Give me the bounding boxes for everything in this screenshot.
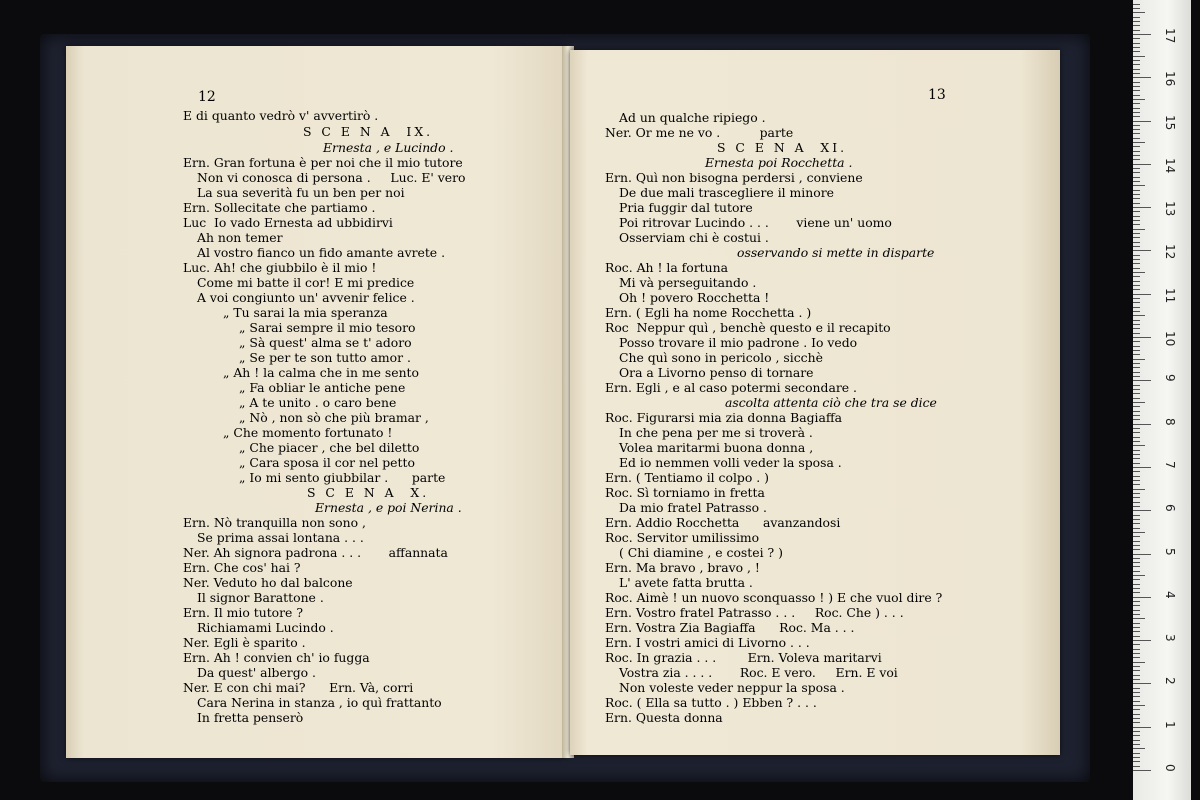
ruler-tick bbox=[1133, 51, 1140, 52]
text-line: Ner. Egli è sparito . bbox=[183, 635, 306, 650]
text-line: Ern. Che cos' hai ? bbox=[183, 560, 301, 575]
ruler-tick bbox=[1133, 411, 1140, 412]
text-line: Non voleste veder neppur la sposa . bbox=[619, 680, 845, 695]
ruler-tick bbox=[1133, 181, 1140, 182]
ruler-tick bbox=[1133, 554, 1151, 555]
text-line: Ner. Ah signora padrona . . . affannata bbox=[183, 545, 448, 560]
ruler-tick bbox=[1133, 177, 1140, 178]
text-line: Mi và perseguitando . bbox=[619, 275, 757, 290]
text-line: Poi ritrovar Lucindo . . . viene un' uomo bbox=[619, 215, 892, 230]
ruler-number: 10 bbox=[1163, 331, 1177, 347]
ruler-tick bbox=[1133, 727, 1151, 728]
ruler-number: 4 bbox=[1163, 590, 1177, 599]
ruler-tick bbox=[1133, 350, 1140, 351]
ruler-tick bbox=[1133, 402, 1145, 403]
text-line: Ern. Addio Rocchetta avanzandosi bbox=[605, 515, 841, 530]
text-line: „ Sà quest' alma se t' adoro bbox=[239, 335, 412, 350]
text-line: Ed io nemmen volli veder la sposa . bbox=[619, 455, 842, 470]
text-line: „ A te unito . o caro bene bbox=[239, 395, 397, 410]
ruler-tick bbox=[1133, 294, 1151, 295]
ruler-number: 7 bbox=[1163, 460, 1177, 469]
text-line: Ern. ( Tentiamo il colpo . ) bbox=[605, 470, 769, 485]
ruler-tick bbox=[1133, 519, 1140, 520]
ruler-tick bbox=[1133, 636, 1140, 637]
ruler-tick bbox=[1133, 714, 1140, 715]
ruler-tick bbox=[1133, 571, 1140, 572]
ruler-tick bbox=[1133, 320, 1140, 321]
ruler-tick bbox=[1133, 766, 1140, 767]
ruler-number: 14 bbox=[1163, 157, 1177, 174]
ruler-tick bbox=[1133, 298, 1140, 299]
text-line: Roc. ( Ella sa tutto . ) Ebben ? . . . bbox=[605, 695, 817, 710]
ruler-tick bbox=[1133, 753, 1140, 754]
ruler-tick bbox=[1133, 133, 1140, 134]
ruler-tick bbox=[1133, 151, 1140, 152]
ruler-tick bbox=[1133, 125, 1140, 126]
ruler-tick bbox=[1133, 121, 1151, 122]
text-line: Posso trovare il mio padrone . Io vedo bbox=[619, 335, 858, 350]
ruler-tick bbox=[1133, 17, 1140, 18]
ruler-tick bbox=[1133, 566, 1140, 567]
text-line: Ern. I vostri amici di Livorno . . . bbox=[605, 635, 810, 650]
ruler-tick bbox=[1133, 696, 1140, 697]
ruler-tick bbox=[1133, 190, 1140, 191]
ruler-tick bbox=[1133, 445, 1145, 446]
text-line: „ Che piacer , che bel diletto bbox=[239, 440, 420, 455]
ruler-tick bbox=[1133, 367, 1140, 368]
ruler-number: 12 bbox=[1163, 244, 1177, 260]
text-line: Roc. Ah ! la fortuna bbox=[605, 260, 728, 275]
ruler-tick bbox=[1133, 731, 1140, 732]
ruler-tick bbox=[1133, 579, 1140, 580]
ruler-tick bbox=[1133, 281, 1140, 282]
text-line: Osserviam chi è costui . bbox=[619, 230, 769, 245]
ruler-tick bbox=[1133, 584, 1140, 585]
ruler-number: 3 bbox=[1163, 634, 1177, 642]
ruler-tick bbox=[1133, 129, 1140, 130]
text-line: Ora a Livorno penso di tornare bbox=[619, 365, 814, 380]
text-line: Da mio fratel Patrasso . bbox=[619, 500, 767, 515]
ruler-tick bbox=[1133, 705, 1145, 706]
text-line: Ern. Ma bravo , bravo , ! bbox=[605, 560, 760, 575]
ruler-tick bbox=[1133, 168, 1140, 169]
text-line: Ernesta poi Rocchetta . bbox=[705, 155, 853, 170]
ruler-tick bbox=[1133, 675, 1140, 676]
ruler-tick bbox=[1133, 558, 1140, 559]
ruler-tick bbox=[1133, 549, 1140, 550]
text-line: Pria fuggir dal tutore bbox=[619, 200, 753, 215]
text-line: Al vostro fianco un fido amante avrete . bbox=[197, 245, 446, 260]
text-line: Volea maritarmi buona donna , bbox=[619, 440, 814, 455]
text-line: S C E N A X. bbox=[307, 485, 430, 500]
text-line: E di quanto vedrò v' avvertirò . bbox=[183, 108, 379, 123]
ruler-tick bbox=[1133, 211, 1140, 212]
text-line: Da quest' albergo . bbox=[197, 665, 316, 680]
text-line: Ernesta , e poi Nerina . bbox=[315, 500, 462, 515]
ruler-tick bbox=[1133, 34, 1151, 35]
text-line: Vostra zia . . . . Roc. E vero. Ern. E voi bbox=[619, 665, 898, 680]
text-line: Luc Io vado Ernesta ad ubbidirvi bbox=[183, 215, 393, 230]
ruler-tick bbox=[1133, 289, 1140, 290]
text-line: Ner. Veduto ho dal balcone bbox=[183, 575, 353, 590]
ruler-tick bbox=[1133, 172, 1140, 173]
ruler-tick bbox=[1133, 95, 1140, 96]
ruler-tick bbox=[1133, 363, 1140, 364]
ruler-tick bbox=[1133, 458, 1140, 459]
ruler-tick bbox=[1133, 545, 1140, 546]
text-line: „ Cara sposa il cor nel petto bbox=[239, 455, 415, 470]
text-line: La sua severità fu un ben per noi bbox=[197, 185, 405, 200]
text-line: Ernesta , e Lucindo . bbox=[323, 140, 454, 155]
ruler-tick bbox=[1133, 4, 1140, 5]
ruler-tick bbox=[1133, 250, 1151, 251]
text-line: ascolta attenta ciò che tra se dice bbox=[725, 395, 937, 410]
ruler-tick bbox=[1133, 354, 1140, 355]
ruler-tick bbox=[1133, 657, 1140, 658]
ruler-tick bbox=[1133, 207, 1151, 208]
ruler-tick bbox=[1133, 515, 1140, 516]
ruler-tick bbox=[1133, 476, 1140, 477]
text-line: Ner. Or me ne vo . parte bbox=[605, 125, 794, 140]
ruler-tick bbox=[1133, 216, 1140, 217]
left-page-number: 12 bbox=[198, 89, 216, 105]
ruler-tick bbox=[1133, 263, 1140, 264]
ruler-tick bbox=[1133, 155, 1140, 156]
ruler-tick bbox=[1133, 315, 1145, 316]
ruler-tick bbox=[1133, 718, 1140, 719]
ruler-tick bbox=[1133, 424, 1151, 425]
text-line: Ah non temer bbox=[197, 230, 283, 245]
ruler-tick bbox=[1133, 82, 1140, 83]
text-line: Ern. Nò tranquilla non sono , bbox=[183, 515, 366, 530]
ruler-tick bbox=[1133, 523, 1140, 524]
right-page-number: 13 bbox=[928, 87, 946, 103]
text-line: S C E N A XI. bbox=[717, 140, 848, 155]
text-line: Ern. Sollecitate che partiamo . bbox=[183, 200, 376, 215]
ruler-tick bbox=[1133, 21, 1140, 22]
text-line: S C E N A IX. bbox=[303, 124, 434, 139]
ruler-number: 0 bbox=[1163, 764, 1177, 772]
ruler-number: 5 bbox=[1163, 547, 1177, 556]
ruler-tick bbox=[1133, 761, 1140, 762]
text-line: „ Io mi sento giubbilar . parte bbox=[239, 470, 446, 485]
ruler-tick bbox=[1133, 575, 1145, 576]
ruler-tick bbox=[1133, 30, 1140, 31]
ruler-tick bbox=[1133, 688, 1140, 689]
ruler-tick bbox=[1133, 242, 1140, 243]
text-line: Roc. Aimè ! un nuovo sconquasso ! ) E che vuol dire ? bbox=[605, 590, 943, 605]
ruler-tick bbox=[1133, 220, 1140, 221]
ruler-tick bbox=[1133, 86, 1140, 87]
ruler-tick bbox=[1133, 597, 1151, 598]
ruler-tick bbox=[1133, 605, 1140, 606]
ruler-tick bbox=[1133, 398, 1140, 399]
ruler-tick bbox=[1133, 631, 1140, 632]
ruler-tick bbox=[1133, 610, 1140, 611]
ruler-tick bbox=[1133, 662, 1145, 663]
ruler-tick bbox=[1133, 623, 1140, 624]
ruler-tick bbox=[1133, 108, 1140, 109]
ruler-tick bbox=[1133, 385, 1140, 386]
ruler-tick bbox=[1133, 649, 1140, 650]
text-line: Ern. Il mio tutore ? bbox=[183, 605, 303, 620]
text-line: Ern. ( Egli ha nome Rocchetta . ) bbox=[605, 305, 812, 320]
ruler-tick bbox=[1133, 116, 1140, 117]
ruler-tick bbox=[1133, 224, 1140, 225]
ruler-tick bbox=[1133, 419, 1140, 420]
ruler-number: 13 bbox=[1163, 201, 1177, 217]
ruler-tick bbox=[1133, 142, 1145, 143]
ruler-tick bbox=[1133, 432, 1140, 433]
ruler-tick bbox=[1133, 437, 1140, 438]
ruler-tick bbox=[1133, 532, 1145, 533]
ruler-tick bbox=[1133, 233, 1140, 234]
ruler-tick bbox=[1133, 722, 1140, 723]
ruler-tick bbox=[1133, 8, 1140, 9]
ruler-number: 8 bbox=[1163, 417, 1177, 426]
ruler-tick bbox=[1133, 748, 1145, 749]
text-line: Ern. Quì non bisogna perdersi , conviene bbox=[605, 170, 863, 185]
ruler-tick bbox=[1133, 47, 1140, 48]
ruler-tick bbox=[1133, 376, 1140, 377]
ruler-tick bbox=[1133, 536, 1140, 537]
ruler-tick bbox=[1133, 198, 1140, 199]
text-line: Ern. Vostra Zia Bagiaffa Roc. Ma . . . bbox=[605, 620, 855, 635]
ruler-tick bbox=[1133, 99, 1145, 100]
ruler-tick bbox=[1133, 285, 1140, 286]
ruler-tick bbox=[1133, 203, 1140, 204]
ruler-tick bbox=[1133, 38, 1140, 39]
ruler-tick bbox=[1133, 112, 1140, 113]
ruler-tick bbox=[1133, 146, 1140, 147]
ruler-tick bbox=[1133, 389, 1140, 390]
text-line: „ Fa obliar le antiche pene bbox=[239, 380, 406, 395]
ruler-tick bbox=[1133, 229, 1145, 230]
ruler-number: 17 bbox=[1163, 27, 1177, 44]
ruler-tick bbox=[1133, 77, 1151, 78]
ruler-tick bbox=[1133, 25, 1140, 26]
ruler-tick bbox=[1133, 159, 1140, 160]
ruler-tick bbox=[1133, 406, 1140, 407]
text-line: A voi congiunto un' avvenir felice . bbox=[197, 290, 415, 305]
ruler-tick bbox=[1133, 324, 1140, 325]
ruler-tick bbox=[1133, 328, 1140, 329]
text-line: Ern. Gran fortuna è per noi che il mio tutore bbox=[183, 155, 463, 170]
text-line: Roc. Figurarsi mia zia donna Bagiaffa bbox=[605, 410, 843, 425]
text-line: Ad un qualche ripiego . bbox=[619, 110, 766, 125]
ruler-number: 15 bbox=[1163, 114, 1177, 130]
ruler-tick bbox=[1133, 679, 1140, 680]
text-line: Roc Neppur quì , benchè questo e il recapito bbox=[605, 320, 891, 335]
ruler-tick bbox=[1133, 307, 1140, 308]
ruler-tick bbox=[1133, 463, 1140, 464]
text-line: Ern. Ah ! convien ch' io fugga bbox=[183, 650, 370, 665]
text-line: Se prima assai lontana . . . bbox=[197, 530, 364, 545]
ruler-tick bbox=[1133, 562, 1140, 563]
ruler-tick bbox=[1133, 740, 1140, 741]
ruler-tick bbox=[1133, 138, 1140, 139]
text-line: osservando si mette in disparte bbox=[737, 245, 935, 260]
ruler-tick bbox=[1133, 510, 1151, 511]
ruler-tick bbox=[1133, 333, 1140, 334]
text-line: Che quì sono in pericolo , sicchè bbox=[619, 350, 823, 365]
ruler-tick bbox=[1133, 302, 1140, 303]
ruler-tick bbox=[1133, 588, 1140, 589]
text-line: Non vi conosca di persona . Luc. E' vero bbox=[197, 170, 466, 185]
ruler-tick bbox=[1133, 644, 1140, 645]
ruler-number: 2 bbox=[1163, 677, 1177, 686]
ruler-tick bbox=[1133, 493, 1140, 494]
ruler-tick bbox=[1133, 640, 1151, 641]
ruler-number: 1 bbox=[1163, 720, 1177, 729]
ruler-tick bbox=[1133, 601, 1140, 602]
text-line: Roc. In grazia . . . Ern. Voleva maritarvi bbox=[605, 650, 882, 665]
text-line: Ner. E con chi mai? Ern. Và, corri bbox=[183, 680, 414, 695]
ruler-tick bbox=[1133, 272, 1145, 273]
ruler-tick bbox=[1133, 337, 1151, 338]
ruler-tick bbox=[1133, 255, 1140, 256]
ruler-tick bbox=[1133, 497, 1140, 498]
text-line: Come mi batte il cor! E mi predice bbox=[197, 275, 415, 290]
ruler-tick bbox=[1133, 164, 1151, 165]
text-line: Ern. Vostro fratel Patrasso . . . Roc. Che ) . . . bbox=[605, 605, 904, 620]
text-line: Richiamami Lucindo . bbox=[197, 620, 334, 635]
ruler-tick bbox=[1133, 502, 1140, 503]
ruler-number: 16 bbox=[1163, 71, 1177, 87]
ruler-tick bbox=[1133, 484, 1140, 485]
text-line: „ Se per te son tutto amor . bbox=[239, 350, 411, 365]
ruler-tick bbox=[1133, 670, 1140, 671]
ruler-tick bbox=[1133, 60, 1140, 61]
ruler-tick bbox=[1133, 666, 1140, 667]
ruler-tick bbox=[1133, 757, 1140, 758]
text-line: „ Ah ! la calma che in me sento bbox=[223, 365, 419, 380]
text-line: Ern. Egli , e al caso potermi secondare . bbox=[605, 380, 857, 395]
ruler-tick bbox=[1133, 480, 1140, 481]
text-line: „ Nò , non sò che più bramar , bbox=[239, 410, 429, 425]
ruler-tick bbox=[1133, 489, 1145, 490]
ruler-tick bbox=[1133, 770, 1151, 771]
ruler-number: 11 bbox=[1163, 287, 1177, 303]
ruler-tick bbox=[1133, 528, 1140, 529]
ruler-tick bbox=[1133, 103, 1140, 104]
ruler-tick bbox=[1133, 237, 1140, 238]
ruler-tick bbox=[1133, 735, 1140, 736]
ruler-tick bbox=[1133, 441, 1140, 442]
text-line: In fretta penserò bbox=[197, 710, 304, 725]
ruler-tick bbox=[1133, 701, 1140, 702]
ruler-tick bbox=[1133, 653, 1140, 654]
text-line: ( Chi diamine , e costei ? ) bbox=[619, 545, 783, 560]
text-line: In che pena per me si troverà . bbox=[619, 425, 813, 440]
ruler-tick bbox=[1133, 450, 1140, 451]
ruler-tick bbox=[1133, 311, 1140, 312]
ruler-tick bbox=[1133, 744, 1140, 745]
text-line: Luc. Ah! che giubbilo è il mio ! bbox=[183, 260, 377, 275]
ruler-number: 9 bbox=[1163, 374, 1177, 382]
ruler-tick bbox=[1133, 359, 1145, 360]
ruler-tick bbox=[1133, 618, 1145, 619]
text-line: Roc. Sì torniamo in fretta bbox=[605, 485, 765, 500]
ruler-tick bbox=[1133, 372, 1140, 373]
text-line: „ Che momento fortunato ! bbox=[223, 425, 393, 440]
ruler-tick bbox=[1133, 69, 1140, 70]
ruler-tick bbox=[1133, 194, 1140, 195]
ruler-tick bbox=[1133, 276, 1140, 277]
text-line: L' avete fatta brutta . bbox=[619, 575, 753, 590]
text-line: Il signor Barattone . bbox=[197, 590, 324, 605]
text-line: Cara Nerina in stanza , io quì frattanto bbox=[197, 695, 442, 710]
ruler-tick bbox=[1133, 428, 1140, 429]
ruler-number: 6 bbox=[1163, 504, 1177, 512]
ruler-tick bbox=[1133, 506, 1140, 507]
ruler-tick bbox=[1133, 185, 1145, 186]
text-line: „ Sarai sempre il mio tesoro bbox=[239, 320, 416, 335]
text-line: Oh ! povero Rocchetta ! bbox=[619, 290, 770, 305]
ruler-tick bbox=[1133, 380, 1151, 381]
text-line: Roc. Servitor umilissimo bbox=[605, 530, 760, 545]
text-line: De due mali trascegliere il minore bbox=[619, 185, 834, 200]
measuring-ruler bbox=[1133, 0, 1191, 800]
ruler-tick bbox=[1133, 268, 1140, 269]
ruler-tick bbox=[1133, 43, 1140, 44]
ruler-tick bbox=[1133, 73, 1140, 74]
ruler-tick bbox=[1133, 12, 1145, 13]
ruler-tick bbox=[1133, 709, 1140, 710]
text-line: Ern. Questa donna bbox=[605, 710, 723, 725]
text-line: „ Tu sarai la mia speranza bbox=[223, 305, 388, 320]
ruler-tick bbox=[1133, 683, 1151, 684]
ruler-tick bbox=[1133, 259, 1140, 260]
ruler-tick bbox=[1133, 56, 1145, 57]
ruler-tick bbox=[1133, 341, 1140, 342]
ruler-tick bbox=[1133, 541, 1140, 542]
ruler-tick bbox=[1133, 614, 1140, 615]
ruler-tick bbox=[1133, 246, 1140, 247]
ruler-tick bbox=[1133, 592, 1140, 593]
ruler-tick bbox=[1133, 627, 1140, 628]
ruler-tick bbox=[1133, 692, 1140, 693]
ruler-tick bbox=[1133, 90, 1140, 91]
ruler-tick bbox=[1133, 346, 1140, 347]
ruler-tick bbox=[1133, 393, 1140, 394]
ruler-tick bbox=[1133, 471, 1140, 472]
ruler-tick bbox=[1133, 415, 1140, 416]
ruler-tick bbox=[1133, 454, 1140, 455]
ruler-tick bbox=[1133, 64, 1140, 65]
ruler-tick bbox=[1133, 467, 1151, 468]
